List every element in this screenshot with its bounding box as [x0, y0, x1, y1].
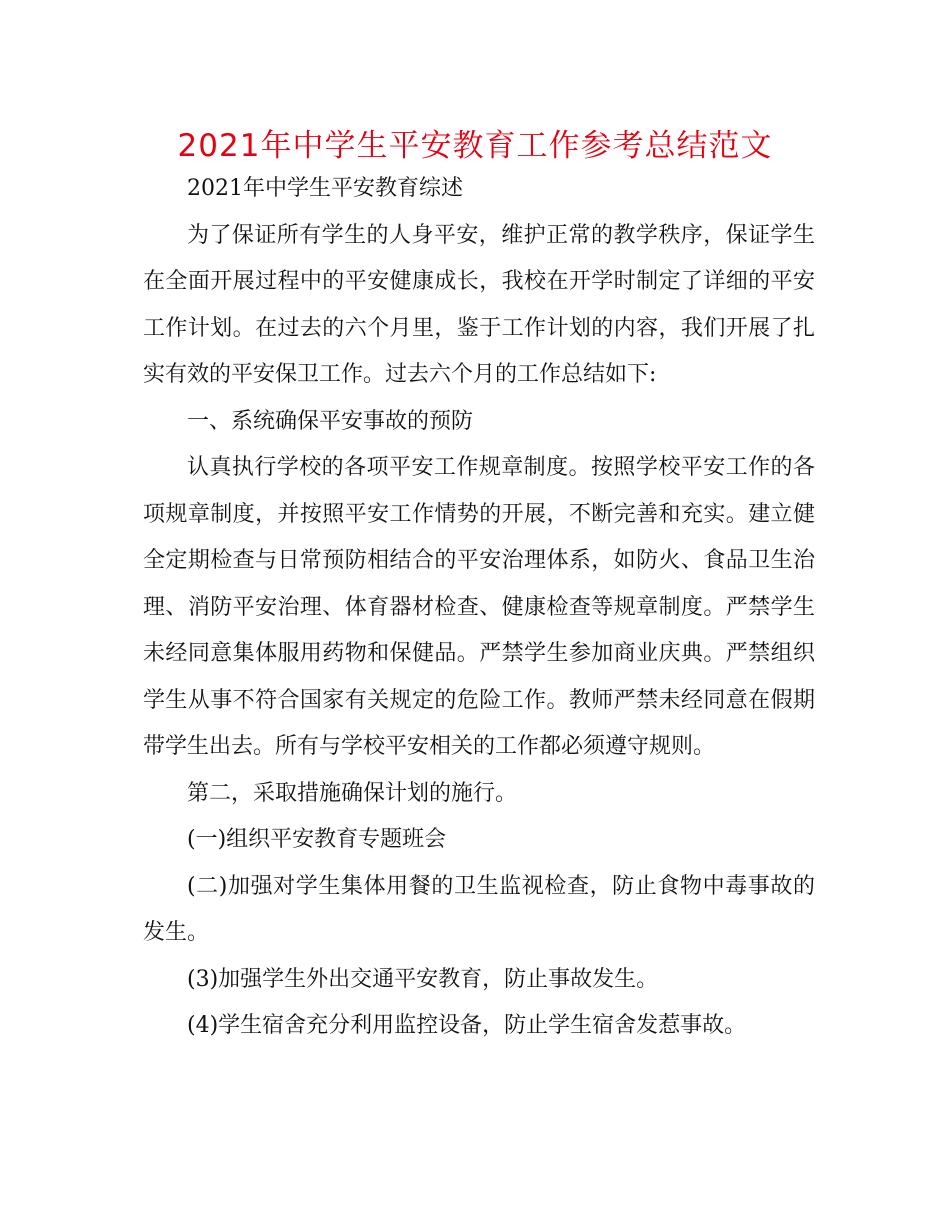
list-item-2: (二)加强对学生集体用餐的卫生监视检查，防止食物中毒事故的发生。: [143, 873, 815, 945]
list-item-1: (一)组织平安教育专题班会: [187, 827, 447, 852]
paragraph-section-1: 认真执行学校的各项平安工作规章制度。按照学校平安工作的各项规章制度，并按照平安工作情势的开展，不断完善和充实。建立健全定期检查与日常预防相结合的平安治理体系，如防火、食品卫生治理、消防平安治理、体育器材检查、健康检查等规章制度。严禁学生未经同意集体服用药物和保健品。严禁学生参加商业庆典。严禁组织学生从事不符合国家有关规定的危险工作。教师严禁未经同意在假期带学生出去。所有与学校平安相关的工作都必须遵守规则。: [143, 455, 815, 759]
list-item-3: (3)加强学生外出交通平安教育，防止事故发生。: [187, 966, 659, 992]
document-title: 2021年中学生平安教育工作参考总结范文: [177, 128, 773, 164]
section-heading-2: 第二，采取措施确保计划的施行。: [187, 780, 518, 806]
list-item-4: (4)学生宿舍充分利用监控设备，防止学生宿舍发惹事故。: [187, 1013, 747, 1038]
paragraph-intro: 为了保证所有学生的人身平安，维护正常的教学秩序，保证学生在全面开展过程中的平安健康成长，我校在开学时制定了详细的平安工作计划。在过去的六个月里，鉴于工作计划的内容，我们开展了扎实有效的平安保卫工作。过去六个月的工作总结如下:: [143, 222, 815, 387]
paragraph-subtitle: 2021年中学生平安教育综述: [187, 176, 463, 201]
document-body: [143, 166, 815, 1050]
section-heading-1: 一、系统确保平安事故的预防: [187, 408, 474, 434]
